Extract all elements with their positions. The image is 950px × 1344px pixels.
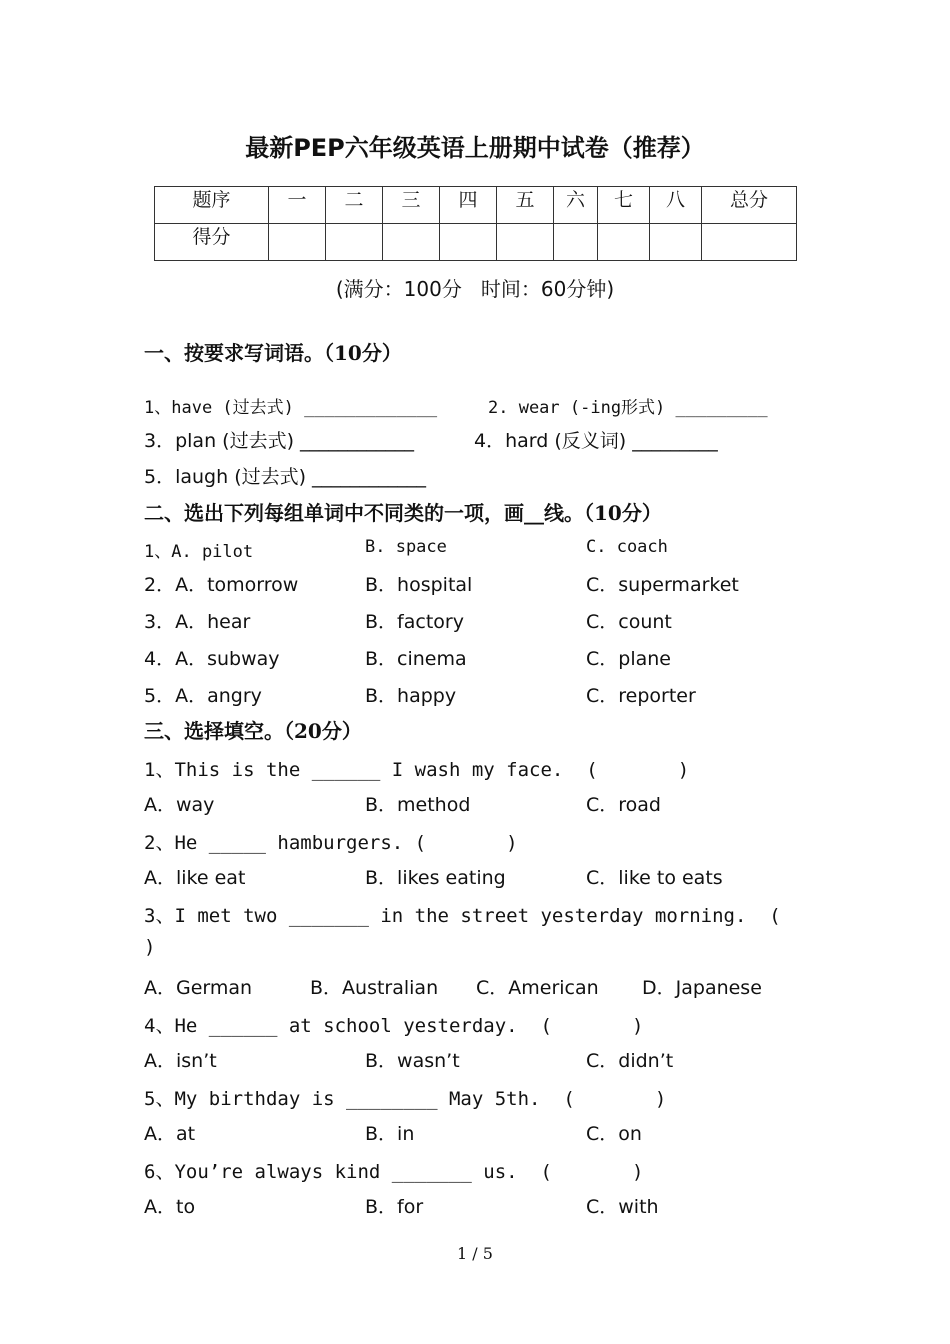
option-text: B．in xyxy=(365,1123,415,1145)
question-stem: 5、My birthday is ________ May 5th. ( ) xyxy=(144,1088,667,1110)
option-text: B．factory xyxy=(365,611,464,633)
question-item: 4．hard (反义词) _________ xyxy=(474,430,718,452)
question-stem: 3、I met two _______ in the street yesterday morning. ( xyxy=(144,905,781,927)
score-header-cell: 二 xyxy=(326,187,383,224)
score-header-cell: 八 xyxy=(650,187,702,224)
question-stem: 6、You’re always kind _______ us. ( ) xyxy=(144,1161,644,1183)
question-stem: 1、This is the ______ I wash my face. ( ) xyxy=(144,759,690,781)
score-header-cell: 题序 xyxy=(155,187,269,224)
option-text: C．American xyxy=(476,977,599,999)
option-text: C．with xyxy=(586,1196,659,1218)
option-text: 3．A．hear xyxy=(144,611,251,633)
option-text: C．road xyxy=(586,794,661,816)
option-text: C．didn’t xyxy=(586,1050,674,1072)
option-text: B．happy xyxy=(365,685,457,707)
score-header-cell: 三 xyxy=(383,187,440,224)
score-cell[interactable] xyxy=(650,224,702,261)
option-text: C．on xyxy=(586,1123,642,1145)
score-header-cell: 一 xyxy=(269,187,326,224)
option-text: C．like to eats xyxy=(586,867,723,889)
score-cell[interactable] xyxy=(497,224,554,261)
section-heading: 三、选择填空。（20分） xyxy=(144,719,362,743)
option-text: A．way xyxy=(144,794,215,816)
option-text: 5．A．angry xyxy=(144,685,262,707)
score-header-cell: 六 xyxy=(554,187,598,224)
option-text: D．Japanese xyxy=(642,977,762,999)
option-text: C．plane xyxy=(586,648,671,670)
option-text: C. coach xyxy=(586,537,668,557)
score-table xyxy=(154,186,797,261)
option-text: 1、A. pilot xyxy=(144,542,254,562)
score-row-label: 得分 xyxy=(155,224,269,261)
score-header-cell: 四 xyxy=(440,187,497,224)
option-text: B．Australian xyxy=(310,977,439,999)
option-text: B．for xyxy=(365,1196,424,1218)
option-text: B．hospital xyxy=(365,574,473,596)
option-text: A．isn’t xyxy=(144,1050,217,1072)
question-item: 3．plan (过去式) ____________ xyxy=(144,430,415,452)
score-table-score-row xyxy=(155,224,797,261)
option-text: B．wasn’t xyxy=(365,1050,460,1072)
score-cell[interactable] xyxy=(269,224,326,261)
option-text: B. space xyxy=(365,537,447,557)
score-header-cell: 总分 xyxy=(702,187,797,224)
page-number: 1 / 5 xyxy=(457,1244,493,1263)
score-cell[interactable] xyxy=(440,224,497,261)
score-cell[interactable] xyxy=(326,224,383,261)
option-text: A．German xyxy=(144,977,253,999)
question-stem: 4、He ______ at school yesterday. ( ) xyxy=(144,1015,644,1037)
section-heading: 二、选出下列每组单词中不同类的一项，画__线。（10分） xyxy=(144,501,662,525)
score-table-header-row xyxy=(155,187,797,224)
option-text: 4．A．subway xyxy=(144,648,280,670)
question-stem-end: ) xyxy=(144,936,156,958)
section-heading: 一、按要求写词语。（10分） xyxy=(144,341,402,365)
option-text: C．count xyxy=(586,611,672,633)
score-cell[interactable] xyxy=(554,224,598,261)
exam-info: (满分：100分 时间：60分钟) xyxy=(335,277,615,301)
option-text: A．to xyxy=(144,1196,196,1218)
score-header-cell: 五 xyxy=(497,187,554,224)
question-item: 5．laugh (过去式) ____________ xyxy=(144,466,427,488)
option-text: A．at xyxy=(144,1123,196,1145)
option-text: C．reporter xyxy=(586,685,696,707)
option-text: A．like eat xyxy=(144,867,246,889)
option-text: B．method xyxy=(365,794,471,816)
score-cell[interactable] xyxy=(383,224,440,261)
question-item: 2. wear (-ing形式) _________ xyxy=(488,398,768,418)
score-cell[interactable] xyxy=(702,224,797,261)
question-stem: 2、He _____ hamburgers. ( ) xyxy=(144,832,518,854)
option-text: 2．A．tomorrow xyxy=(144,574,299,596)
option-text: C．supermarket xyxy=(586,574,739,596)
page-title: 最新PEP六年级英语上册期中试卷（推荐） xyxy=(245,134,705,162)
option-text: B．cinema xyxy=(365,648,467,670)
score-cell[interactable] xyxy=(598,224,650,261)
option-text: B．likes eating xyxy=(365,867,506,889)
question-item: 1、have (过去式) _____________ xyxy=(144,398,438,418)
score-header-cell: 七 xyxy=(598,187,650,224)
